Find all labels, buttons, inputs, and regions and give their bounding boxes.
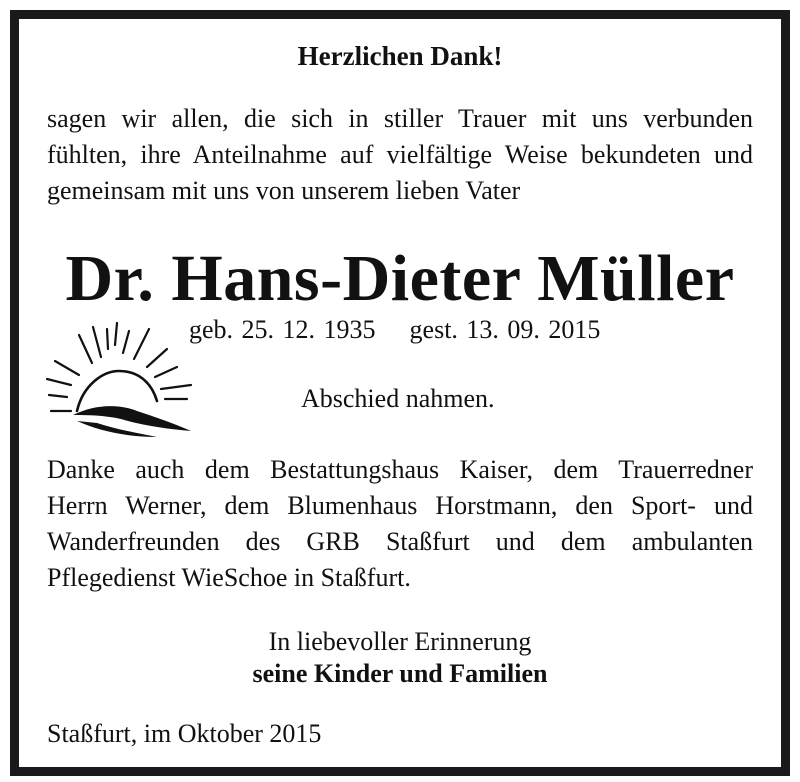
life-dates xyxy=(189,315,600,345)
farewell-text: Abschied nahmen. xyxy=(301,384,495,413)
intro-line: fühlten, ihre Anteilnahme auf vielfältige Weise bekundeten und xyxy=(47,140,753,169)
thanks-line: Danke auch dem Bestattungshaus Kaiser, dem Trauerredner xyxy=(47,455,753,484)
intro-line: sagen wir allen, die sich in stiller Trauer mit uns verbunden xyxy=(47,104,753,133)
intro-paragraph xyxy=(47,101,753,209)
obituary-notice xyxy=(10,10,790,776)
memory-line: In liebevoller Erinnerung xyxy=(268,627,532,656)
intro-line: gemeinsam mit uns von unserem lieben Vater xyxy=(47,176,521,205)
sunset-over-hills-icon xyxy=(37,319,195,441)
birth-date: geb. 25. 12. 1935 xyxy=(189,315,376,344)
death-date: gest. 13. 09. 2015 xyxy=(409,315,601,344)
thanks-line: Herrn Werner, dem Blumenhaus Horstmann, den Sport- und xyxy=(47,491,753,520)
family-signature: seine Kinder und Familien xyxy=(252,659,548,688)
deceased-name: Dr. Hans-Dieter Müller xyxy=(65,242,735,315)
thanks-line: Pflegedienst WieSchoe in Staßfurt. xyxy=(47,563,411,592)
notice-heading: Herzlichen Dank! xyxy=(297,41,503,71)
thanks-line: Wanderfreunden des GRB Staßfurt und dem ambulanten xyxy=(47,527,753,556)
thanks-paragraph xyxy=(47,452,753,596)
place-and-date: Staßfurt, im Oktober 2015 xyxy=(47,719,322,748)
